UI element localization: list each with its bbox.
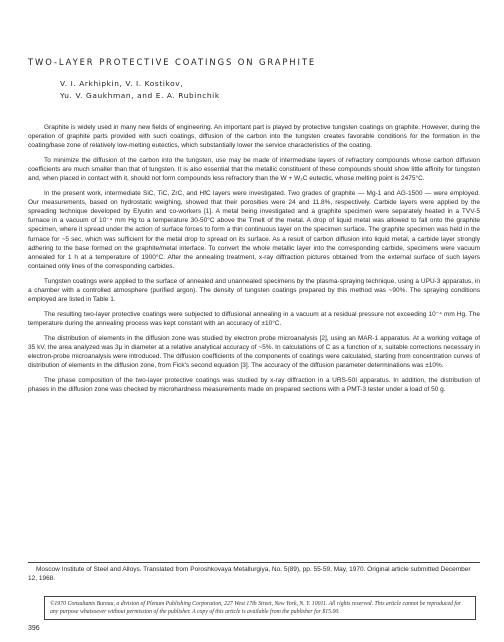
article-body (28, 123, 480, 400)
body-paragraph: The distribution of elements in the diffusion zone was studied by electron probe microanalysis [2], using an MAR-1 apparatus. At a working voltage of 35 kV, the area analyzed was 3μ in diameter at a relative analytical accuracy of ~5%. In calculations of C as a function of x, suitable corrections necessary in electron-probe microanalysis were introduced. The diffusion coefficients of the components of coatings were calculated, starting from concentration curves of distribution of elements in the diffusion zone, from Fick's second equation [3]. The accuracy of the diffusion parameter determinations was ±10%. (28, 334, 480, 370)
page-number: 396 (28, 625, 40, 632)
author-line: V. I. Arkhipkin, V. I. Kostikov, (60, 79, 184, 88)
affiliation-text: Moscow Institute of Steel and Alloys. Translated from Poroshkovaya Metallurgiya, No. 5(89), pp. 55-59, May, 1970. Original article submitted December 12, 1968. (28, 566, 471, 583)
copyright-box: ©1970 Consultants Bureau, a division of Plenum Publishing Corporation, 227 West 17th Street, New York, N. Y. 10011. All rights reserved. This article cannot be reproduced for any purpose whatsoever without permission of the publisher. A copy of this article is available from the publisher for $15.00. (44, 596, 476, 620)
body-paragraph: In the present work, intermediate SiC, TiC, ZrC, and HfC layers were investigated. Two grades of graphite — Mg-1 and AG-1500 — were employed. Our measurements, based on hydrostatic weighing, showed that their porosities were 24 and 11.8%, respectively. Carbide layers were applied by the spreading technique developed by Elyutin and co-workers [1]. A metal being investigated and a graphite specimen were separately heated in a TVV-5 furnace in a vacuum of 10⁻⁴ mm Hg to a temperature 30-50°C above the Tmelt of the metal. A drop of liquid metal was allowed to fall onto the graphite specimen, where it spread under the action of surface forces to form a thin continuous layer on the specimen surface. The graphite specimen was held in the furnace for ~5 sec, which was sufficient for the metal drop to spread on its surface. As a result of carbon diffusion into liquid metal, a carbide layer strongly adhering to the base formed on the graphite/metal interface. To convert the whole metallic layer into the corresponding carbide, specimens were vacuum annealed for 1 h at a temperature of 1900°C. After the annealing treatment, x-ray diffraction pictures obtained from the external surface of such layers contained only lines of the corresponding carbides. (28, 190, 480, 270)
author-line: Yu. V. Gaukhman, and E. A. Rubinchik (60, 90, 220, 100)
body-paragraph: The phase composition of the two-layer protective coatings was studied by x-ray diffraction in a URS-50I apparatus. In addition, the distribution of phases in the diffusion zone was checked by microhardness measurements made on prepared sections with a PMT-3 tester under a load of 50 g. (28, 377, 480, 394)
article-title: TWO-LAYER PROTECTIVE COATINGS ON GRAPHITE (28, 57, 317, 67)
author-list (60, 78, 220, 101)
body-paragraph: Tungsten coatings were applied to the surface of annealed and unannealed specimens by the plasma-spraying technique, using a UPU-3 apparatus, in a chamber with a controlled atmosphere (purified argon). The density of tungsten coatings prepared by this method was ~90%. The spraying conditions employed are listed in Table 1. (28, 277, 480, 303)
footnote-divider (28, 562, 480, 563)
affiliation-footnote (28, 565, 480, 583)
body-paragraph: To minimize the diffusion of the carbon into the tungsten, use may be made of intermediate layers of refractory compounds whose carbon diffusion coefficients are much smaller than that of tungsten. It is also essential that the metallic constituent of these compounds should show little affinity for tungsten and, when placed in contact with it, should not form compounds less refractory than the W + W₂C eutectic, whose melting point is 2475°C. (28, 157, 480, 183)
body-paragraph: Graphite is widely used in many new fields of engineering. An important part is played by protective tungsten coatings on graphite. However, during the operation of graphite parts provided with such coatings, diffusion of the carbon into the tungsten creates favorable conditions for the formation in the coating/base zone of relatively low-melting eutectics, which substantially lower the service characteristics of the coating. (28, 124, 480, 150)
body-paragraph: The resulting two-layer protective coatings were subjected to diffusional annealing in a vacuum at a residual pressure not exceeding 10⁻⁴ mm Hg. The temperature during the annealing process was kept constant with an accuracy of ±10°C. (28, 310, 480, 327)
